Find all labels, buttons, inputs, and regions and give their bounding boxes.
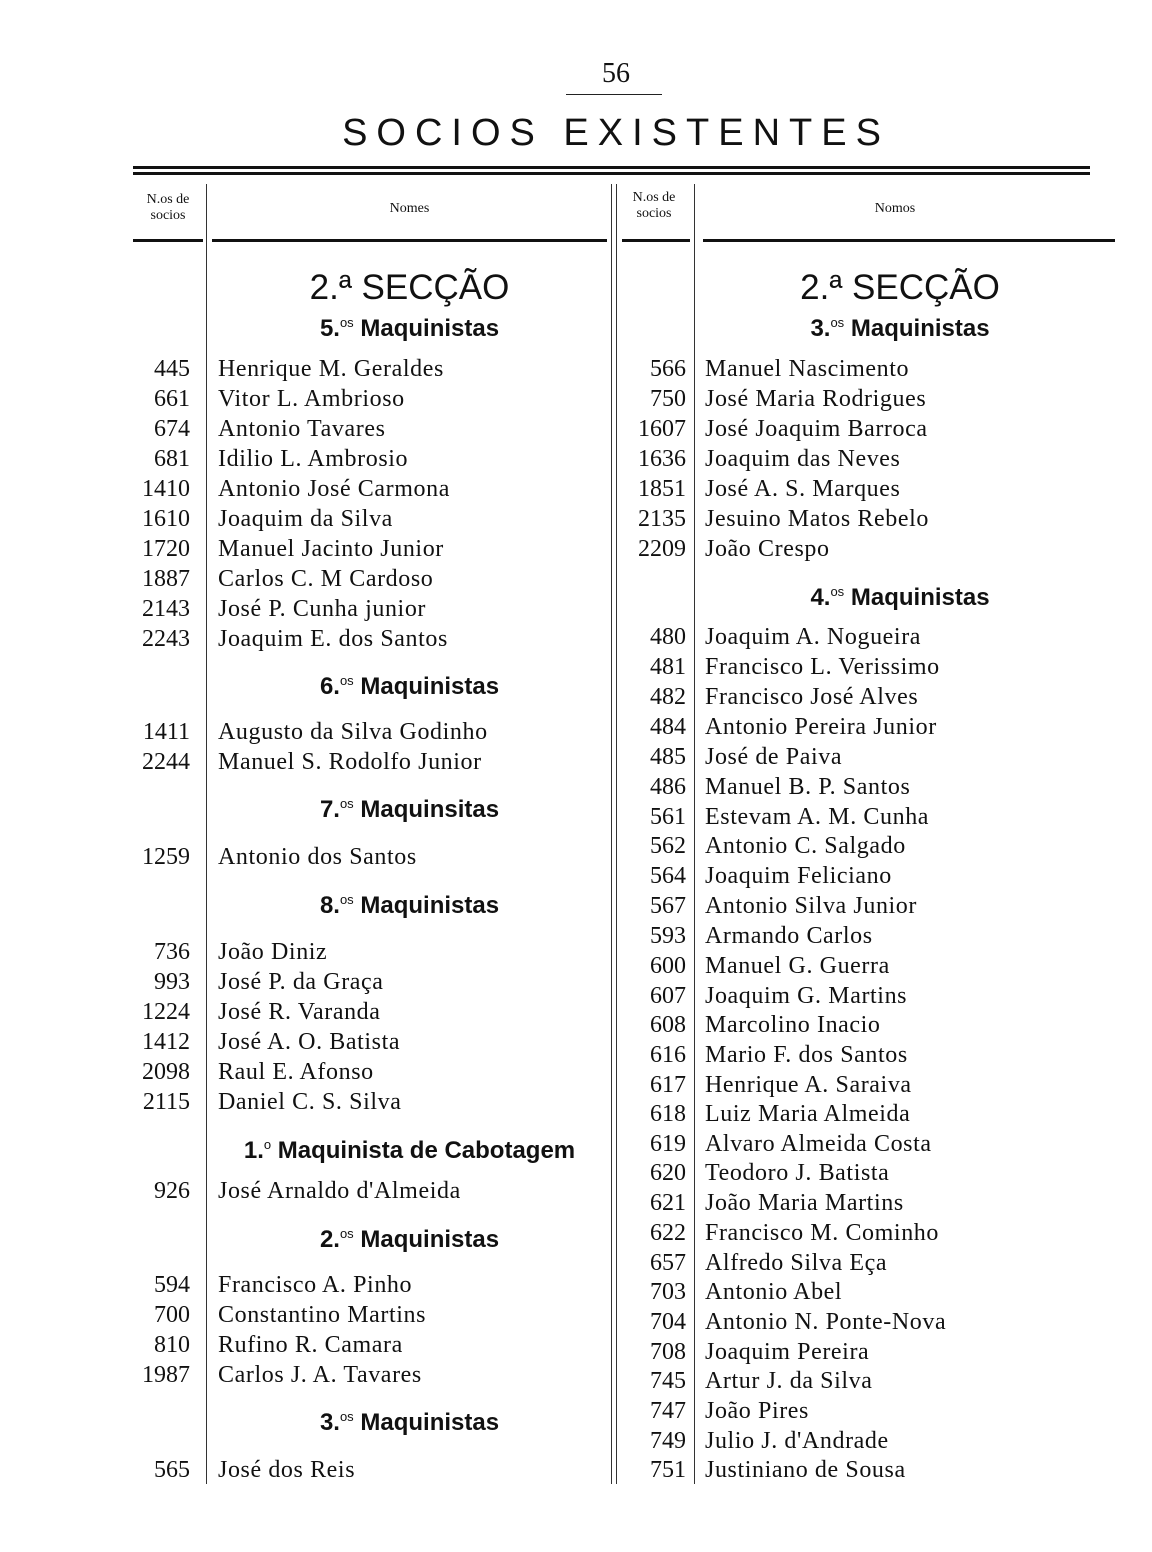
member-number: 567 <box>650 893 686 919</box>
right-num-header-line1: N.os de <box>632 190 676 205</box>
member-number: 1636 <box>638 446 686 472</box>
member-name: Idilio L. Ambrosio <box>218 446 409 472</box>
member-name: João Crespo <box>705 536 830 562</box>
member-number: 565 <box>154 1457 190 1483</box>
member-number: 620 <box>650 1160 686 1186</box>
member-number: 608 <box>650 1012 686 1038</box>
category-ordinal-suffix: os <box>339 892 354 907</box>
member-number: 482 <box>650 684 686 710</box>
top-double-rule-b <box>133 172 1090 175</box>
member-number: 1720 <box>142 536 190 562</box>
member-number: 1851 <box>638 476 686 502</box>
member-name: Manuel G. Guerra <box>705 953 890 979</box>
member-name: Alvaro Almeida Costa <box>705 1131 932 1157</box>
member-number: 703 <box>650 1279 686 1305</box>
member-name: João Maria Martins <box>705 1190 904 1216</box>
category-ordinal-suffix: os <box>339 796 354 811</box>
member-name: Mario F. dos Santos <box>705 1042 908 1068</box>
category-heading <box>212 673 607 701</box>
member-name: Joaquim Pereira <box>705 1339 870 1365</box>
member-name: Joaquim E. dos Santos <box>218 626 448 652</box>
member-name: Artur J. da Silva <box>705 1368 873 1394</box>
member-number: 618 <box>650 1101 686 1127</box>
member-name: José Arnaldo d'Almeida <box>218 1178 461 1204</box>
member-name: Francisco M. Cominho <box>705 1220 939 1246</box>
member-number: 594 <box>154 1272 190 1298</box>
category-ordinal-suffix: os <box>339 315 354 330</box>
member-name: Vitor L. Ambrioso <box>218 386 405 412</box>
member-name: Francisco L. Verissimo <box>705 654 940 680</box>
left-num-header <box>133 192 203 224</box>
member-name: Rufino R. Camara <box>218 1332 403 1358</box>
category-heading <box>212 892 607 920</box>
member-name: Armando Carlos <box>705 923 873 949</box>
member-name: Teodoro J. Batista <box>705 1160 890 1186</box>
category-heading <box>212 1137 607 1165</box>
member-number: 1987 <box>142 1362 190 1388</box>
member-name: Jesuino Matos Rebelo <box>705 506 929 532</box>
member-number: 562 <box>650 833 686 859</box>
category-ordinal: 3. <box>810 315 831 342</box>
member-number: 926 <box>154 1178 190 1204</box>
member-number: 1410 <box>142 476 190 502</box>
member-number: 616 <box>650 1042 686 1068</box>
category-heading <box>212 1226 607 1254</box>
category-title: Maquinistas <box>360 315 500 342</box>
right-num-header <box>618 190 690 222</box>
header-rule-left-num <box>133 239 203 242</box>
member-number: 2244 <box>142 749 190 775</box>
member-name: Marcolino Inacio <box>705 1012 881 1038</box>
member-name: Joaquim A. Nogueira <box>705 624 922 650</box>
member-name: João Diniz <box>218 939 328 965</box>
category-ordinal-suffix: os <box>830 584 845 599</box>
category-title: Maquinistas <box>360 673 500 700</box>
section-heading: 2.ª SECÇÃO <box>309 268 510 307</box>
category-ordinal-suffix: os <box>339 1409 354 1424</box>
member-number: 593 <box>650 923 686 949</box>
category-ordinal-suffix: o <box>263 1137 272 1152</box>
category-ordinal: 5. <box>319 315 340 342</box>
member-name: Augusto da Silva Godinho <box>218 719 488 745</box>
member-name: José de Paiva <box>705 744 843 770</box>
member-name: Henrique M. Geraldes <box>218 356 444 382</box>
right-num-header-line2: socios <box>636 206 672 221</box>
member-name: Antonio José Carmona <box>218 476 450 502</box>
member-name: Manuel S. Rodolfo Junior <box>218 749 482 775</box>
member-name: José A. O. Batista <box>218 1029 401 1055</box>
section-heading: 2.ª SECÇÃO <box>800 268 1000 307</box>
category-heading <box>700 315 1100 343</box>
right-name-header: Nomos <box>874 201 916 216</box>
member-name: João Pires <box>705 1398 809 1424</box>
member-name: Joaquim G. Martins <box>705 983 908 1009</box>
member-number: 751 <box>650 1457 686 1483</box>
member-number: 1224 <box>142 999 190 1025</box>
member-number: 481 <box>650 654 686 680</box>
member-number: 747 <box>650 1398 686 1424</box>
member-name: Daniel C. S. Silva <box>218 1089 402 1115</box>
member-number: 561 <box>650 804 686 830</box>
member-number: 708 <box>650 1339 686 1365</box>
member-number: 2135 <box>638 506 686 532</box>
member-number: 486 <box>650 774 686 800</box>
member-name: Alfredo Silva Eça <box>705 1250 888 1276</box>
category-heading <box>212 1409 607 1437</box>
divider-right-num <box>694 184 695 1484</box>
divider-left-num <box>206 184 207 1484</box>
category-title: Maquinistas <box>360 1226 500 1253</box>
member-name: Manuel B. P. Santos <box>705 774 911 800</box>
member-number: 485 <box>650 744 686 770</box>
member-name: Raul E. Afonso <box>218 1059 374 1085</box>
member-name: Justiniano de Sousa <box>705 1457 906 1483</box>
category-ordinal: 3. <box>319 1409 340 1436</box>
member-name: Antonio Tavares <box>218 416 386 442</box>
member-name: José A. S. Marques <box>705 476 901 502</box>
category-heading <box>212 315 607 343</box>
member-number: 750 <box>650 386 686 412</box>
member-number: 749 <box>650 1428 686 1454</box>
category-title: Maquinistas <box>360 892 500 919</box>
member-number: 657 <box>650 1250 686 1276</box>
category-ordinal: 6. <box>319 673 340 700</box>
member-number: 622 <box>650 1220 686 1246</box>
member-number: 2143 <box>142 596 190 622</box>
member-name: Antonio Silva Junior <box>705 893 918 919</box>
member-name: José P. Cunha junior <box>218 596 427 622</box>
left-name-header: Nomes <box>389 201 430 216</box>
page-number-rule <box>566 94 662 95</box>
category-ordinal: 2. <box>319 1226 340 1253</box>
member-name: José Maria Rodrigues <box>705 386 927 412</box>
member-name: Estevam A. M. Cunha <box>705 804 930 830</box>
member-number: 566 <box>650 356 686 382</box>
category-title: Maquinistas <box>850 315 990 342</box>
member-number: 2098 <box>142 1059 190 1085</box>
member-name: Carlos C. M Cardoso <box>218 566 434 592</box>
category-ordinal: 4. <box>810 584 831 611</box>
category-title: Maquinistas <box>360 1409 500 1436</box>
member-number: 564 <box>650 863 686 889</box>
member-name: José dos Reis <box>218 1457 356 1483</box>
member-number: 1887 <box>142 566 190 592</box>
page-number: 56 <box>602 58 630 89</box>
category-heading <box>212 796 607 824</box>
category-title: Maquinsitas <box>360 796 500 823</box>
member-number: 736 <box>154 939 190 965</box>
member-name: Antonio Abel <box>705 1279 843 1305</box>
member-name: Constantino Martins <box>218 1302 427 1328</box>
category-ordinal-suffix: os <box>830 315 845 330</box>
member-name: Antonio dos Santos <box>218 844 417 870</box>
member-number: 2115 <box>142 1089 190 1115</box>
category-ordinal: 7. <box>319 796 340 823</box>
category-title: Maquinistas <box>850 584 990 611</box>
member-number: 619 <box>650 1131 686 1157</box>
member-number: 1259 <box>142 844 190 870</box>
member-number: 661 <box>154 386 190 412</box>
category-heading <box>700 584 1100 612</box>
top-double-rule-a <box>133 166 1090 169</box>
member-name: José Joaquim Barroca <box>705 416 928 442</box>
member-name: Luiz Maria Almeida <box>705 1101 911 1127</box>
member-number: 2209 <box>638 536 686 562</box>
member-name: José P. da Graça <box>218 969 384 995</box>
member-number: 2243 <box>142 626 190 652</box>
category-ordinal-suffix: os <box>339 1226 354 1241</box>
category-ordinal: 8. <box>319 892 340 919</box>
category-ordinal: 1. <box>243 1137 264 1164</box>
member-name: Joaquim da Silva <box>218 506 393 532</box>
member-name: Antonio Pereira Junior <box>705 714 937 740</box>
member-name: Antonio C. Salgado <box>705 833 906 859</box>
member-name: Henrique A. Saraiva <box>705 1072 912 1098</box>
member-number: 621 <box>650 1190 686 1216</box>
member-name: Antonio N. Ponte-Nova <box>705 1309 947 1335</box>
left-num-header-line2: socios <box>150 208 186 223</box>
member-number: 704 <box>650 1309 686 1335</box>
header-rule-left-name <box>212 239 607 242</box>
member-number: 681 <box>154 446 190 472</box>
category-ordinal-suffix: os <box>339 673 354 688</box>
member-name: José R. Varanda <box>218 999 381 1025</box>
member-number: 484 <box>650 714 686 740</box>
member-number: 745 <box>650 1368 686 1394</box>
member-number: 600 <box>650 953 686 979</box>
member-number: 674 <box>154 416 190 442</box>
member-number: 810 <box>154 1332 190 1358</box>
header-rule-right-num <box>622 239 690 242</box>
page-title: SOCIOS EXISTENTES <box>342 112 890 154</box>
member-number: 1607 <box>638 416 686 442</box>
category-title: Maquinista de Cabotagem <box>277 1137 576 1164</box>
member-number: 445 <box>154 356 190 382</box>
member-name: Julio J. d'Andrade <box>705 1428 889 1454</box>
member-name: Manuel Jacinto Junior <box>218 536 444 562</box>
member-name: Francisco José Alves <box>705 684 919 710</box>
header-rule-right-name <box>703 239 1115 242</box>
member-number: 607 <box>650 983 686 1009</box>
member-number: 993 <box>154 969 190 995</box>
member-name: Joaquim Feliciano <box>705 863 892 889</box>
member-name: Manuel Nascimento <box>705 356 910 382</box>
member-number: 480 <box>650 624 686 650</box>
left-num-header-line1: N.os de <box>146 192 190 207</box>
member-number: 1411 <box>142 719 190 745</box>
member-number: 617 <box>650 1072 686 1098</box>
member-name: Francisco A. Pinho <box>218 1272 413 1298</box>
member-number: 1412 <box>142 1029 190 1055</box>
member-name: Carlos J. A. Tavares <box>218 1362 422 1388</box>
member-name: Joaquim das Neves <box>705 446 901 472</box>
member-number: 700 <box>154 1302 190 1328</box>
member-number: 1610 <box>142 506 190 532</box>
